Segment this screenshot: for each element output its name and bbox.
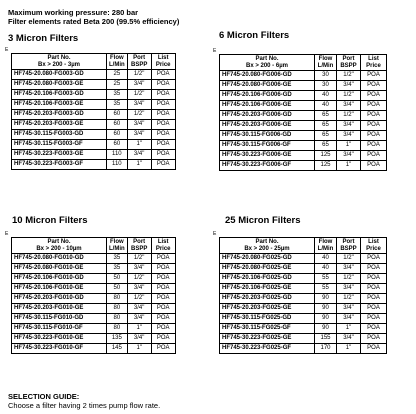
price-header-line: Price [366, 62, 381, 69]
list-price: POA [361, 91, 387, 101]
price-header-line: List [157, 55, 169, 61]
port-size: 1/2" [337, 274, 361, 284]
partnum-header [12, 54, 107, 70]
flow-rate: 80 [107, 314, 128, 324]
flow-rate: 60 [107, 110, 128, 120]
list-price: POA [151, 140, 175, 150]
port-size: 1/2" [127, 70, 151, 80]
table-row [12, 324, 176, 334]
list-price: POA [151, 254, 175, 264]
part-number: HF745-30.223-FG003-GE [12, 150, 107, 160]
list-price: POA [151, 334, 175, 344]
port-size: 1" [127, 160, 151, 170]
port-size: 3/4" [127, 284, 151, 294]
list-price: POA [151, 80, 175, 90]
part-number: HF745-20.080-FG010-GE [12, 264, 107, 274]
partnum-header [220, 238, 315, 254]
table-row [12, 254, 176, 264]
flow-rate: 110 [107, 150, 128, 160]
flow-rate: 40 [315, 91, 337, 101]
section-title-6-micron: 6 Micron Filters [219, 30, 290, 41]
port-size: 1/2" [337, 71, 361, 81]
table-row [220, 264, 387, 274]
port-size: 1/2" [127, 110, 151, 120]
flow-header-line: Flow [318, 56, 333, 62]
table-row [12, 100, 176, 110]
port-size: 1" [127, 140, 151, 150]
filter-table-10-micron [11, 237, 176, 354]
partnum-header-line: Part No. [255, 239, 279, 245]
flow-rate: 155 [315, 334, 337, 344]
table-row [220, 304, 387, 314]
table-row [12, 120, 176, 130]
selection-guide-text: Choose a filter having 2 times pump flow rate. [8, 401, 161, 410]
efficiency-note: Filter elements rated Beta 200 (99.5% efficiency) [8, 17, 180, 26]
port-size: 3/4" [127, 120, 151, 130]
port-header-line: Port [342, 56, 355, 62]
part-number: HF745-20.106-FG003-GD [12, 90, 107, 100]
flow-rate: 90 [315, 294, 337, 304]
flow-rate: 135 [107, 334, 128, 344]
port-size: 1" [337, 161, 361, 171]
list-price: POA [361, 274, 387, 284]
port-size: 1/2" [337, 111, 361, 121]
port-size: 3/4" [337, 264, 361, 274]
part-number: HF745-20.080-FG003-GD [12, 70, 107, 80]
table-row [12, 130, 176, 140]
table-row [220, 81, 387, 91]
port-size: 3/4" [127, 314, 151, 324]
list-price: POA [151, 314, 175, 324]
flow-rate: 65 [315, 141, 337, 151]
section-title-10-micron: 10 Micron Filters [12, 215, 88, 226]
price-header [361, 238, 387, 254]
part-number: HF745-20.203-FG003-GD [12, 110, 107, 120]
part-number: HF745-30.223-FG006-GF [220, 161, 315, 171]
port-size: 3/4" [127, 100, 151, 110]
port-size: 3/4" [127, 304, 151, 314]
list-price: POA [151, 324, 175, 334]
list-price: POA [151, 110, 175, 120]
flow-rate: 40 [315, 254, 337, 264]
flow-rate: 35 [107, 90, 128, 100]
pressure-note: Maximum working pressure: 280 bar [8, 8, 139, 17]
table-header-row [220, 55, 387, 71]
table-row [220, 91, 387, 101]
table-row [220, 294, 387, 304]
port-header-line: Port [342, 239, 355, 245]
table-row [12, 110, 176, 120]
partnum-header-line: Part No. [47, 55, 71, 61]
part-number: HF745-20.080-FG025-GD [220, 254, 315, 264]
table-row [12, 264, 176, 274]
filter-table-3-micron [11, 53, 176, 170]
price-header [361, 55, 387, 71]
port-size: 3/4" [127, 80, 151, 90]
flow-rate: 40 [315, 101, 337, 111]
partnum-header [12, 238, 107, 254]
part-number: HF745-30.223-FG003-GF [12, 160, 107, 170]
part-number: HF745-20.203-FG006-GE [220, 121, 315, 131]
part-number: HF745-20.106-FG003-GE [12, 100, 107, 110]
part-number: HF745-20.203-FG006-GD [220, 111, 315, 121]
flow-rate: 65 [315, 131, 337, 141]
port-header [337, 55, 361, 71]
list-price: POA [361, 314, 387, 324]
port-header-line: Port [133, 55, 146, 61]
port-header [127, 238, 151, 254]
e-mark: E [5, 231, 9, 237]
list-price: POA [151, 274, 175, 284]
table-row [220, 111, 387, 121]
list-price: POA [151, 304, 175, 314]
flow-rate: 60 [107, 140, 128, 150]
port-size: 1" [127, 324, 151, 334]
list-price: POA [151, 264, 175, 274]
list-price: POA [361, 151, 387, 161]
table-row [220, 131, 387, 141]
port-header-line: BSPP [131, 61, 148, 68]
port-size: 3/4" [337, 81, 361, 91]
flow-rate: 40 [315, 264, 337, 274]
port-size: 3/4" [337, 101, 361, 111]
flow-rate: 50 [107, 284, 128, 294]
flow-rate: 110 [107, 160, 128, 170]
list-price: POA [361, 324, 387, 334]
table-row [12, 70, 176, 80]
port-size: 3/4" [127, 130, 151, 140]
e-mark: E [5, 47, 9, 53]
flow-header-line: Flow [110, 239, 124, 245]
port-size: 3/4" [127, 334, 151, 344]
part-number: HF745-30.223-FG025-GF [220, 344, 315, 354]
port-header-line: Port [133, 239, 146, 245]
table-row [220, 71, 387, 81]
filter-table-6-micron [219, 54, 387, 171]
port-size: 1/2" [337, 91, 361, 101]
list-price: POA [151, 130, 175, 140]
list-price: POA [361, 121, 387, 131]
table-row [220, 101, 387, 111]
partnum-header [220, 55, 315, 71]
flow-header [107, 54, 128, 70]
table-row [12, 284, 176, 294]
port-size: 1/2" [337, 254, 361, 264]
table-row [12, 344, 176, 354]
port-size: 3/4" [337, 334, 361, 344]
table-row [12, 160, 176, 170]
flow-rate: 65 [315, 111, 337, 121]
flow-rate: 80 [107, 294, 128, 304]
table-row [220, 161, 387, 171]
port-size: 3/4" [127, 150, 151, 160]
table-row [12, 304, 176, 314]
table-row [12, 90, 176, 100]
part-number: HF745-20.203-FG003-GE [12, 120, 107, 130]
price-header-line: List [368, 56, 379, 62]
list-price: POA [361, 131, 387, 141]
partnum-header-line: Part No. [255, 56, 279, 62]
part-number: HF745-20.080-FG010-GD [12, 254, 107, 264]
port-header [337, 238, 361, 254]
list-price: POA [361, 81, 387, 91]
list-price: POA [361, 141, 387, 151]
flow-rate: 65 [315, 121, 337, 131]
part-number: HF745-20.203-FG010-GE [12, 304, 107, 314]
section-title-25-micron: 25 Micron Filters [225, 215, 301, 226]
port-size: 1" [337, 141, 361, 151]
flow-rate: 30 [315, 81, 337, 91]
port-size: 3/4" [337, 314, 361, 324]
table-row [220, 151, 387, 161]
flow-header-line: L/Min [109, 245, 125, 252]
port-size: 1" [127, 344, 151, 354]
flow-rate: 90 [315, 304, 337, 314]
part-number: HF745-20.106-FG006-GE [220, 101, 315, 111]
port-size: 3/4" [337, 151, 361, 161]
port-header-line: BSPP [131, 245, 148, 252]
port-size: 1/2" [127, 274, 151, 284]
table-row [12, 334, 176, 344]
flow-rate: 170 [315, 344, 337, 354]
table-row [220, 324, 387, 334]
part-number: HF745-30.115-FG006-GF [220, 141, 315, 151]
list-price: POA [151, 150, 175, 160]
partnum-header-line: Bx > 200 - 25µm [244, 245, 290, 252]
part-number: HF745-30.115-FG006-GD [220, 131, 315, 141]
part-number: HF745-20.080-FG003-GE [12, 80, 107, 90]
flow-rate: 35 [107, 100, 128, 110]
part-number: HF745-20.106-FG010-GE [12, 284, 107, 294]
port-size: 1" [337, 344, 361, 354]
flow-header [315, 238, 337, 254]
list-price: POA [361, 71, 387, 81]
list-price: POA [151, 294, 175, 304]
table-row [220, 284, 387, 294]
port-size: 1/2" [127, 90, 151, 100]
table-row [12, 80, 176, 90]
price-header [151, 238, 175, 254]
list-price: POA [361, 254, 387, 264]
selection-guide-title: SELECTION GUIDE: [8, 392, 80, 401]
partnum-header-line: Bx > 200 - 10µm [36, 245, 82, 252]
part-number: HF745-20.080-FG025-GE [220, 264, 315, 274]
list-price: POA [151, 90, 175, 100]
price-header-line: Price [366, 245, 381, 252]
part-number: HF745-30.115-FG010-GF [12, 324, 107, 334]
part-number: HF745-20.106-FG006-GD [220, 91, 315, 101]
table-row [220, 274, 387, 284]
part-number: HF745-30.115-FG025-GD [220, 314, 315, 324]
flow-rate: 35 [107, 254, 128, 264]
filter-table-25-micron [219, 237, 387, 354]
part-number: HF745-20.106-FG025-GD [220, 274, 315, 284]
table-row [12, 274, 176, 284]
flow-rate: 125 [315, 151, 337, 161]
flow-header-line: Flow [318, 239, 333, 245]
part-number: HF745-20.080-FG006-GE [220, 81, 315, 91]
flow-rate: 55 [315, 274, 337, 284]
section-title-3-micron: 3 Micron Filters [8, 33, 79, 44]
flow-rate: 60 [107, 120, 128, 130]
table-row [220, 314, 387, 324]
list-price: POA [151, 120, 175, 130]
flow-rate: 55 [315, 284, 337, 294]
flow-header [315, 55, 337, 71]
port-header-line: BSPP [340, 245, 357, 252]
port-size: 1/2" [127, 294, 151, 304]
flow-rate: 35 [107, 264, 128, 274]
list-price: POA [361, 111, 387, 121]
part-number: HF745-20.203-FG025-GE [220, 304, 315, 314]
flow-header-line: L/Min [317, 245, 334, 252]
flow-rate: 80 [107, 324, 128, 334]
flow-rate: 90 [315, 324, 337, 334]
flow-rate: 25 [107, 80, 128, 90]
flow-rate: 80 [107, 304, 128, 314]
table-row [12, 150, 176, 160]
list-price: POA [361, 334, 387, 344]
part-number: HF745-20.106-FG025-GE [220, 284, 315, 294]
flow-rate: 50 [107, 274, 128, 284]
table-row [220, 121, 387, 131]
table-row [12, 140, 176, 150]
port-header [127, 54, 151, 70]
list-price: POA [151, 70, 175, 80]
part-number: HF745-30.223-FG010-GF [12, 344, 107, 354]
part-number: HF745-30.115-FG003-GF [12, 140, 107, 150]
flow-rate: 25 [107, 70, 128, 80]
flow-rate: 30 [315, 71, 337, 81]
part-number: HF745-20.203-FG025-GD [220, 294, 315, 304]
list-price: POA [151, 160, 175, 170]
port-size: 3/4" [337, 304, 361, 314]
port-size: 1/2" [127, 254, 151, 264]
price-header-line: Price [155, 245, 171, 252]
port-size: 3/4" [337, 131, 361, 141]
price-header-line: List [368, 239, 379, 245]
e-mark: E [213, 48, 217, 54]
partnum-header-line: Bx > 200 - 3µm [38, 61, 80, 68]
part-number: HF745-20.106-FG010-GD [12, 274, 107, 284]
flow-rate: 145 [107, 344, 128, 354]
port-size: 3/4" [127, 264, 151, 274]
list-price: POA [361, 284, 387, 294]
part-number: HF745-20.203-FG010-GD [12, 294, 107, 304]
port-header-line: BSPP [340, 62, 357, 69]
flow-rate: 60 [107, 130, 128, 140]
partnum-header-line: Bx > 200 - 6µm [246, 62, 288, 69]
part-number: HF745-30.115-FG010-GD [12, 314, 107, 324]
table-row [220, 141, 387, 151]
table-row [12, 294, 176, 304]
part-number: HF745-30.115-FG025-GF [220, 324, 315, 334]
table-row [220, 344, 387, 354]
port-size: 1/2" [337, 294, 361, 304]
list-price: POA [361, 304, 387, 314]
part-number: HF745-30.223-FG025-GE [220, 334, 315, 344]
price-header-line: List [157, 239, 169, 245]
port-size: 3/4" [337, 284, 361, 294]
list-price: POA [361, 344, 387, 354]
table-header-row [12, 238, 176, 254]
flow-header-line: L/Min [317, 62, 334, 69]
list-price: POA [361, 161, 387, 171]
port-size: 1" [337, 324, 361, 334]
flow-header-line: Flow [110, 55, 124, 61]
list-price: POA [151, 344, 175, 354]
flow-rate: 125 [315, 161, 337, 171]
table-row [12, 314, 176, 324]
list-price: POA [361, 264, 387, 274]
part-number: HF745-30.223-FG006-GE [220, 151, 315, 161]
list-price: POA [151, 100, 175, 110]
port-size: 3/4" [337, 121, 361, 131]
table-header-row [12, 54, 176, 70]
part-number: HF745-20.080-FG006-GD [220, 71, 315, 81]
flow-rate: 90 [315, 314, 337, 324]
table-row [220, 334, 387, 344]
list-price: POA [151, 284, 175, 294]
list-price: POA [361, 101, 387, 111]
table-header-row [220, 238, 387, 254]
price-header-line: Price [155, 61, 171, 68]
part-number: HF745-30.115-FG003-GD [12, 130, 107, 140]
table-row [220, 254, 387, 264]
partnum-header-line: Part No. [47, 239, 71, 245]
list-price: POA [361, 294, 387, 304]
e-mark: E [213, 231, 217, 237]
part-number: HF745-30.223-FG010-GE [12, 334, 107, 344]
price-header [151, 54, 175, 70]
flow-header-line: L/Min [109, 61, 125, 68]
flow-header [107, 238, 128, 254]
